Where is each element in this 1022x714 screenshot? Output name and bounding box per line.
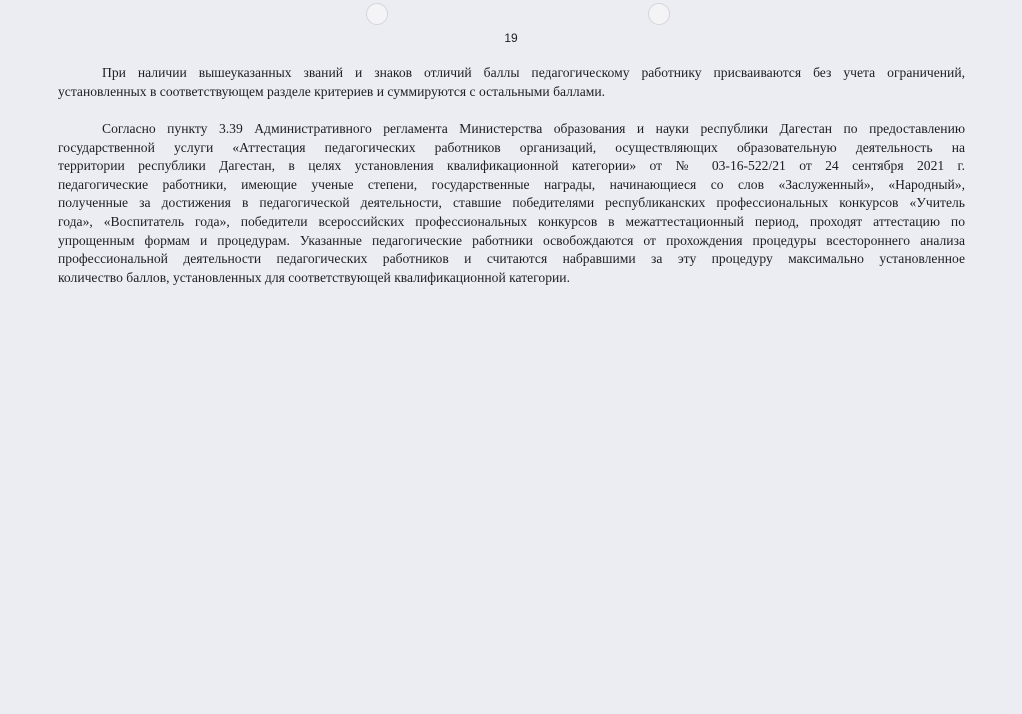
text-line: профессиональной деятельности педагогических работников и считаются набравшими за эту процедуру максимально установленное <box>58 251 965 267</box>
text-line: упрощенным формам и процедурам. Указанные педагогические работники освобождаются от прохождения процедуры всестороннего анализа <box>58 232 965 248</box>
punch-hole-left <box>366 3 388 25</box>
punch-hole-right <box>648 3 670 25</box>
text-line: территории республики Дагестан, в целях установления квалификационной категории» от № 03-16-522/21 от 24 сентября 2021 г. <box>58 158 965 174</box>
text-line: количество баллов, установленных для соответствующей квалификационной категории. <box>58 269 570 285</box>
text-line: При наличии вышеуказанных званий и знаков отличий баллы педагогическому работнику присваиваются без учета ограничений, <box>102 65 965 80</box>
text-line: педагогические работники, имеющие ученые степени, государственные награды, начинающиеся со слов «Заслуженный», «Народный», <box>58 176 965 192</box>
text-line: полученные за достижения в педагогической деятельности, ставшие победителями республиканских профессиональных конкурсов «Учитель <box>58 195 965 211</box>
paragraph-regulation <box>58 120 965 287</box>
page-number: 19 <box>504 31 518 45</box>
text-line: установленных в соответствующем разделе критериев и суммируются с остальными баллами. <box>58 83 606 99</box>
text-line: года», «Воспитатель года», победители всероссийских профессиональных конкурсов в межаттестационный период, проходят аттестацию по <box>58 213 965 229</box>
text-line: Согласно пункту 3.39 Административного регламента Министерства образования и науки республики Дагестан по предоставлению <box>102 121 965 136</box>
text-line: государственной услуги «Аттестация педагогических работников организаций, осуществляющих образовательную деятельность на <box>58 139 965 155</box>
paragraph-titles-points <box>58 64 965 101</box>
